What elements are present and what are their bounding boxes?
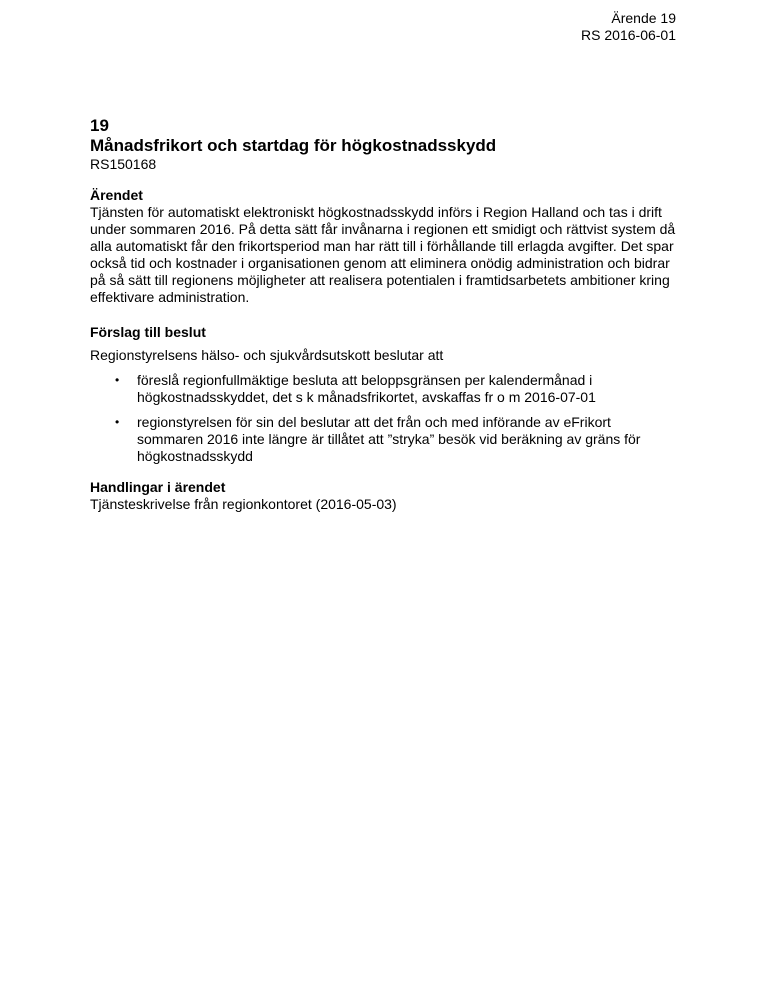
decision-list — [90, 372, 680, 465]
case-number: Ärende 19 — [611, 10, 676, 26]
bullet-icon: • — [115, 415, 120, 429]
item-reference: RS150168 — [90, 156, 157, 172]
forslag-heading: Förslag till beslut — [90, 324, 206, 340]
handlingar-heading: Handlingar i ärendet — [90, 479, 226, 495]
list-item — [90, 372, 680, 406]
list-item-text: regionstyrelsen för sin del beslutar att det från och med införande av eFrikort sommaren 2016 inte längre är tillåtet att ”stryka” besök vid beräkning av gräns för högkostnadsskydd — [137, 414, 641, 464]
forslag-intro: Regionstyrelsens hälso- och sjukvårdsutskott beslutar att — [90, 347, 444, 363]
bullet-icon: • — [115, 373, 120, 387]
item-title: Månadsfrikort och startdag för högkostnadsskydd — [90, 136, 497, 155]
arendet-text: Tjänsten för automatiskt elektroniskt högkostnadsskydd införs i Region Halland och tas i drift under sommaren 2016. På detta sätt får invånarna i regionen ett smidigt och rättvist system då alla automatiskt får den frikortsperiod man har rätt till i förhållande till erlagda avgifter. Det spar också tid och kostnader i organisationen genom att eliminera onödig administration och bidrar på så sätt till regionens möjligheter att realisera potentialen i framtidsarbetets ambitioner kring effektivare administration. — [90, 204, 676, 305]
meeting-date: RS 2016-06-01 — [581, 27, 676, 43]
arendet-heading: Ärendet — [90, 187, 143, 203]
list-item — [90, 414, 680, 465]
list-item-text: föreslå regionfullmäktige besluta att beloppsgränsen per kalendermånad i högkostnadsskyddet, det s k månadsfrikortet, avskaffas fr o m 2016-07-01 — [137, 372, 596, 405]
document-body — [90, 116, 680, 513]
item-number: 19 — [90, 116, 109, 135]
handlingar-text: Tjänsteskrivelse från regionkontoret (2016-05-03) — [90, 496, 397, 512]
document-header — [581, 10, 676, 44]
